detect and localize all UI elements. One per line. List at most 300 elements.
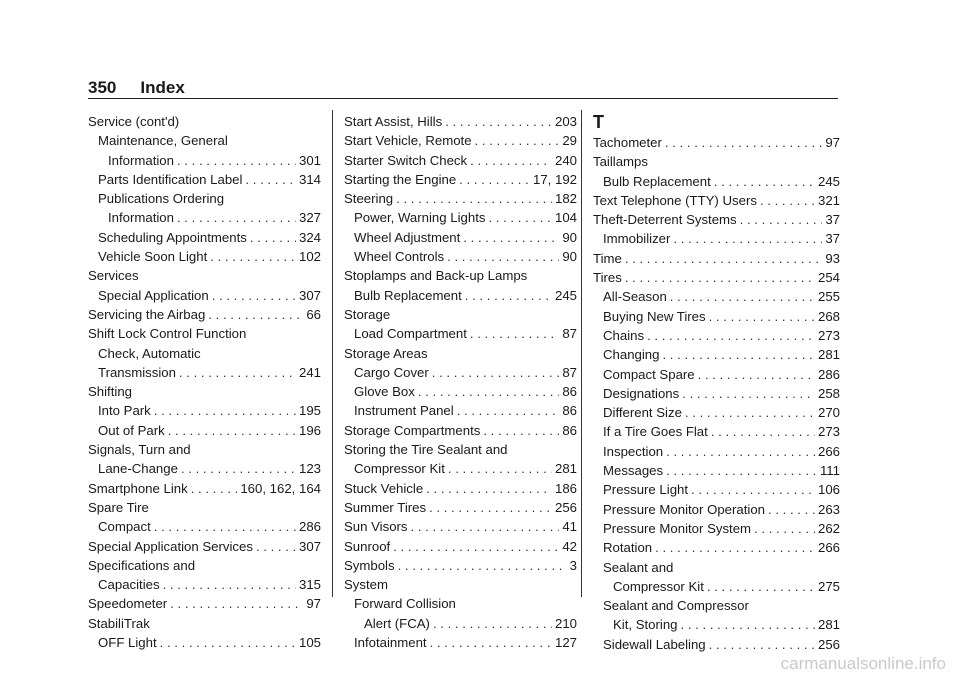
- page-header: [88, 72, 838, 98]
- index-entry: [88, 189, 321, 208]
- dot-leader: [670, 287, 815, 306]
- dot-leader: [470, 324, 559, 343]
- index-entry: [593, 596, 840, 615]
- dot-leader: [760, 191, 815, 210]
- page-reference: 324: [298, 229, 321, 245]
- index-entry: [88, 401, 321, 420]
- page-reference: 186: [554, 480, 577, 496]
- index-term: Immobilizer: [603, 231, 671, 247]
- dot-leader: [754, 519, 815, 538]
- dot-leader: [177, 151, 296, 170]
- index-term: Time: [593, 250, 622, 266]
- page-reference: 86: [562, 422, 577, 438]
- index-term: Compressor Kit: [354, 461, 445, 477]
- page-reference: 86: [562, 384, 577, 400]
- index-term: Inspection: [603, 443, 664, 459]
- index-term: Information: [108, 152, 174, 168]
- page-reference: 41: [562, 519, 577, 535]
- index-entry: [88, 266, 321, 285]
- dot-leader: [709, 307, 815, 326]
- index-entry: [593, 172, 840, 191]
- index-entry: [593, 422, 840, 441]
- dot-leader: [160, 633, 296, 652]
- dot-leader: [459, 170, 530, 189]
- dot-leader: [208, 305, 303, 324]
- index-term: Shifting: [88, 384, 132, 400]
- index-term: Vehicle Soon Light: [98, 249, 208, 265]
- index-entry: [344, 170, 577, 189]
- page-reference: 263: [817, 501, 840, 517]
- page-reference: 281: [817, 347, 840, 363]
- dot-leader: [666, 442, 815, 461]
- index-term: Information: [108, 210, 174, 226]
- index-term: Load Compartment: [354, 326, 467, 342]
- dot-leader: [673, 229, 822, 248]
- page-reference: 275: [817, 578, 840, 594]
- watermark: carmanualsonline.info: [780, 654, 946, 673]
- dot-leader: [488, 208, 552, 227]
- index-entry: [88, 170, 321, 189]
- index-term: Smartphone Link: [88, 480, 188, 496]
- dot-leader: [154, 517, 296, 536]
- page-reference: 37: [825, 212, 840, 228]
- dot-leader: [647, 326, 815, 345]
- index-entry: [344, 305, 577, 324]
- page-reference: 42: [562, 538, 577, 554]
- index-entry: [593, 577, 840, 596]
- index-term: Maintenance, General: [98, 133, 228, 149]
- page-reference: 281: [554, 461, 577, 477]
- index-term: Start Vehicle, Remote: [344, 133, 472, 149]
- index-entry: [593, 519, 840, 538]
- section-letter-heading: T: [593, 112, 604, 132]
- index-entry: [344, 594, 577, 613]
- page-reference: 270: [817, 405, 840, 421]
- index-term: Power, Warning Lights: [354, 210, 486, 226]
- index-entry: [88, 556, 321, 575]
- page-number: 350: [88, 78, 117, 97]
- index-entry: [593, 365, 840, 384]
- page-reference: 3: [569, 557, 577, 573]
- index-entry: [88, 151, 321, 170]
- index-entry: [88, 614, 321, 633]
- index-entry: [88, 459, 321, 478]
- page-reference: 86: [562, 403, 577, 419]
- dot-leader: [714, 172, 815, 191]
- index-term: Sunroof: [344, 538, 391, 554]
- dot-leader: [483, 421, 559, 440]
- index-term: Text Telephone (TTY) Users: [593, 192, 757, 208]
- index-entry: [344, 266, 577, 285]
- dot-leader: [154, 401, 296, 420]
- index-term: Buying New Tires: [603, 308, 706, 324]
- index-term: Wheel Controls: [354, 249, 445, 265]
- index-entry: [344, 440, 577, 459]
- index-entry: [344, 421, 577, 440]
- index-entry: [344, 286, 577, 305]
- dot-leader: [245, 170, 296, 189]
- index-term: Check, Automatic: [98, 345, 201, 361]
- dot-leader: [463, 228, 559, 247]
- dot-leader: [682, 384, 815, 403]
- index-entry: [88, 363, 321, 382]
- dot-leader: [457, 401, 560, 420]
- page-reference: 203: [554, 114, 577, 129]
- dot-leader: [448, 459, 552, 478]
- page-reference: 307: [298, 538, 321, 554]
- index-entry: [88, 305, 321, 324]
- page-reference: 266: [817, 540, 840, 556]
- dot-leader: [709, 635, 815, 654]
- dot-leader: [398, 556, 567, 575]
- index-entry: [88, 575, 321, 594]
- index-entry: [344, 208, 577, 227]
- page-reference: 104: [554, 210, 577, 226]
- index-term: Out of Park: [98, 422, 165, 438]
- index-term: Starting the Engine: [344, 171, 457, 187]
- index-entry: [88, 324, 321, 343]
- index-term: Bulb Replacement: [603, 173, 711, 189]
- page-reference: 97: [306, 596, 321, 612]
- index-entry: [593, 461, 840, 480]
- dot-leader: [393, 537, 559, 556]
- index-term: Transmission: [98, 364, 176, 380]
- index-term: Symbols: [344, 557, 395, 573]
- index-term: Cargo Cover: [354, 364, 429, 380]
- page-reference: 105: [298, 635, 321, 651]
- index-term: Into Park: [98, 403, 151, 419]
- index-term: Start Assist, Hills: [344, 114, 443, 129]
- page-reference: 245: [554, 287, 577, 303]
- page-reference: 90: [562, 229, 577, 245]
- dot-leader: [445, 112, 552, 131]
- index-term: Pressure Monitor Operation: [603, 501, 765, 517]
- index-term: Starter Switch Check: [344, 152, 468, 168]
- index-term: Compact: [98, 519, 151, 535]
- index-term: Signals, Turn and: [88, 442, 191, 458]
- index-term: Chains: [603, 327, 645, 343]
- index-entry: [88, 440, 321, 459]
- index-term: Lane-Change: [98, 461, 178, 477]
- index-term: Wheel Adjustment: [354, 229, 461, 245]
- index-term: Bulb Replacement: [354, 287, 462, 303]
- index-term: Sealant and: [603, 559, 674, 575]
- index-entry: [344, 517, 577, 536]
- dot-leader: [181, 459, 296, 478]
- dot-leader: [411, 517, 560, 536]
- dot-leader: [470, 151, 552, 170]
- dot-leader: [179, 363, 296, 382]
- page-reference: 240: [554, 152, 577, 168]
- page-reference: 106: [817, 482, 840, 498]
- dot-leader: [212, 286, 296, 305]
- index-entry: [344, 112, 577, 131]
- dot-leader: [432, 363, 560, 382]
- index-entry: [88, 421, 321, 440]
- dot-leader: [625, 268, 815, 287]
- index-entry: [593, 210, 840, 229]
- index-term: Service (cont'd): [88, 114, 180, 129]
- index-term: Tires: [593, 270, 622, 286]
- page-reference: 314: [298, 171, 321, 187]
- dot-leader: [256, 537, 296, 556]
- index-term: OFF Light: [98, 635, 157, 651]
- page-reference: 93: [825, 250, 840, 266]
- index-term: Storage: [344, 306, 391, 322]
- dot-leader: [740, 210, 823, 229]
- index-entry: [593, 480, 840, 499]
- index-entry: [344, 151, 577, 170]
- index-entry: [593, 384, 840, 403]
- page-reference: 281: [817, 617, 840, 633]
- page-reference: 196: [298, 422, 321, 438]
- dot-leader: [191, 479, 238, 498]
- page-reference: 256: [554, 499, 577, 515]
- index-entry: [593, 345, 840, 364]
- dot-leader: [691, 480, 815, 499]
- index-term: Sun Visors: [344, 519, 408, 535]
- dot-leader: [707, 577, 815, 596]
- index-term: Storage Compartments: [344, 422, 481, 438]
- dot-leader: [655, 538, 815, 557]
- index-term: Special Application: [98, 287, 209, 303]
- header-rule: [88, 98, 838, 99]
- index-entry: [88, 537, 321, 556]
- dot-leader: [418, 382, 559, 401]
- page-reference: 327: [298, 210, 321, 226]
- page-reference: 90: [562, 249, 577, 265]
- page-reference: 254: [817, 270, 840, 286]
- page-reference: 321: [817, 192, 840, 208]
- index-term: Theft-Deterrent Systems: [593, 212, 737, 228]
- index-entry: [593, 403, 840, 422]
- index-term: Services: [88, 268, 139, 284]
- index-entry: [344, 479, 577, 498]
- index-term: Capacities: [98, 577, 160, 593]
- index-term: Compact Spare: [603, 366, 695, 382]
- index-term: If a Tire Goes Flat: [603, 424, 708, 440]
- index-entry: [88, 344, 321, 363]
- index-term: Scheduling Appointments: [98, 229, 247, 245]
- page-reference: 286: [817, 366, 840, 382]
- index-term: Changing: [603, 347, 660, 363]
- column-divider: [332, 110, 333, 597]
- index-entry: [344, 459, 577, 478]
- page-reference: 127: [554, 635, 577, 651]
- index-entry: [344, 556, 577, 575]
- index-term: Pressure Monitor System: [603, 520, 752, 536]
- index-entry: [344, 363, 577, 382]
- index-term: Designations: [603, 385, 680, 401]
- index-term: All-Season: [603, 289, 667, 305]
- index-term: Storage Areas: [344, 345, 428, 361]
- index-entry: [88, 247, 321, 266]
- page-reference: 37: [825, 231, 840, 247]
- page-reference: 286: [298, 519, 321, 535]
- index-term: Parts Identification Label: [98, 171, 243, 187]
- page-reference: 111: [819, 463, 840, 479]
- dot-leader: [681, 615, 815, 634]
- index-entry: [344, 614, 577, 633]
- index-term: Storing the Tire Sealant and: [344, 442, 508, 458]
- dot-leader: [662, 345, 815, 364]
- index-term: StabiliTrak: [88, 615, 150, 631]
- index-entry: [88, 131, 321, 150]
- index-term: Spare Tire: [88, 499, 149, 515]
- index-entry: [593, 326, 840, 345]
- index-entry: [344, 228, 577, 247]
- dot-leader: [429, 498, 552, 517]
- index-entry: [88, 498, 321, 517]
- dot-leader: [475, 131, 560, 150]
- dot-leader: [433, 614, 552, 633]
- index-term: Stoplamps and Back-up Lamps: [344, 268, 528, 284]
- page-reference: 241: [298, 364, 321, 380]
- index-entry: [344, 131, 577, 150]
- page-reference: 29: [562, 133, 577, 149]
- index-entry: [593, 229, 840, 248]
- index-entry: [344, 324, 577, 343]
- index-term: Taillamps: [593, 154, 648, 170]
- index-entry: [344, 401, 577, 420]
- index-term: Messages: [603, 463, 664, 479]
- page-reference: 315: [298, 577, 321, 593]
- index-entry: [593, 635, 840, 654]
- page-reference: 273: [817, 327, 840, 343]
- page-reference: 266: [817, 443, 840, 459]
- index-entry: [88, 228, 321, 247]
- index-term: Speedometer: [88, 596, 168, 612]
- index-entry: [593, 442, 840, 461]
- page-reference: 160, 162, 164: [240, 480, 321, 496]
- index-entry: [88, 112, 321, 131]
- index-term: Sealant and Compressor: [603, 598, 749, 614]
- index-entry: [593, 191, 840, 210]
- index-entry: [593, 500, 840, 519]
- index-entry: [88, 479, 321, 498]
- page-reference: 87: [562, 364, 577, 380]
- index-term: Stuck Vehicle: [344, 480, 424, 496]
- dot-leader: [666, 461, 817, 480]
- index-entry: [88, 594, 321, 613]
- index-entry: [593, 249, 840, 268]
- index-column-3: [593, 112, 840, 654]
- index-term: System: [344, 577, 388, 593]
- index-term: Sidewall Labeling: [603, 636, 706, 652]
- index-term: Steering: [344, 191, 394, 207]
- page-reference: 210: [554, 615, 577, 631]
- column-divider: [581, 110, 582, 597]
- page-reference: 123: [298, 461, 321, 477]
- index-term: Summer Tires: [344, 499, 427, 515]
- index-term: Compressor Kit: [613, 578, 704, 594]
- page-reference: 195: [298, 403, 321, 419]
- dot-leader: [698, 365, 815, 384]
- index-entry: [88, 633, 321, 652]
- dot-leader: [447, 247, 559, 266]
- index-entry: [88, 517, 321, 536]
- page-reference: 258: [817, 385, 840, 401]
- dot-leader: [168, 421, 296, 440]
- dot-leader: [711, 422, 815, 441]
- index-entry: [593, 133, 840, 152]
- index-term: Forward Collision: [354, 596, 456, 612]
- index-entry: [344, 247, 577, 266]
- page-reference: 256: [817, 636, 840, 652]
- index-entry: [593, 287, 840, 306]
- dot-leader: [665, 133, 822, 152]
- index-entry: [88, 208, 321, 227]
- index-term: Servicing the Airbag: [88, 306, 206, 322]
- index-term: Glove Box: [354, 384, 415, 400]
- dot-leader: [177, 208, 296, 227]
- index-entry: [344, 344, 577, 363]
- index-entry: [593, 538, 840, 557]
- page-reference: 245: [817, 173, 840, 189]
- index-term: Pressure Light: [603, 482, 689, 498]
- index-entry: [593, 615, 840, 634]
- dot-leader: [768, 500, 815, 519]
- index-entry: [344, 382, 577, 401]
- dot-leader: [396, 189, 552, 208]
- index-term: Tachometer: [593, 135, 662, 150]
- page-reference: 262: [817, 520, 840, 536]
- page-title: Index: [140, 78, 185, 97]
- page-reference: 255: [817, 289, 840, 305]
- index-term: Publications Ordering: [98, 191, 225, 207]
- index-entry: [88, 382, 321, 401]
- page-reference: 66: [306, 306, 321, 322]
- page-reference: 102: [298, 249, 321, 265]
- index-entry: [593, 152, 840, 171]
- page-reference: 301: [298, 152, 321, 168]
- index-entry: [344, 537, 577, 556]
- dot-leader: [625, 249, 823, 268]
- index-term: Kit, Storing: [613, 617, 678, 633]
- dot-leader: [250, 228, 296, 247]
- dot-leader: [430, 633, 552, 652]
- index-entry: [344, 633, 577, 652]
- index-term: Instrument Panel: [354, 403, 454, 419]
- index-entry: [593, 307, 840, 326]
- dot-leader: [685, 403, 815, 422]
- index-column-2: [344, 112, 577, 652]
- index-entry: [344, 189, 577, 208]
- page-reference: 268: [817, 308, 840, 324]
- page-reference: 273: [817, 424, 840, 440]
- index-entry: [88, 286, 321, 305]
- dot-leader: [465, 286, 552, 305]
- dot-leader: [426, 479, 552, 498]
- index-term: Infotainment: [354, 635, 427, 651]
- index-term: Rotation: [603, 540, 653, 556]
- index-column-1: [88, 112, 321, 652]
- dot-leader: [163, 575, 296, 594]
- page-reference: 17, 192: [533, 171, 577, 187]
- index-entry: [593, 268, 840, 287]
- index-term: Different Size: [603, 405, 682, 421]
- page-reference: 87: [562, 326, 577, 342]
- index-term: Shift Lock Control Function: [88, 326, 247, 342]
- dot-leader: [210, 247, 296, 266]
- page-reference: 182: [554, 191, 577, 207]
- index-term: Special Application Services: [88, 538, 253, 554]
- index-entry: [344, 575, 577, 594]
- index-term: Alert (FCA): [364, 615, 430, 631]
- index-entry: [593, 558, 840, 577]
- page-reference: 97: [825, 135, 840, 150]
- index-entry: [344, 498, 577, 517]
